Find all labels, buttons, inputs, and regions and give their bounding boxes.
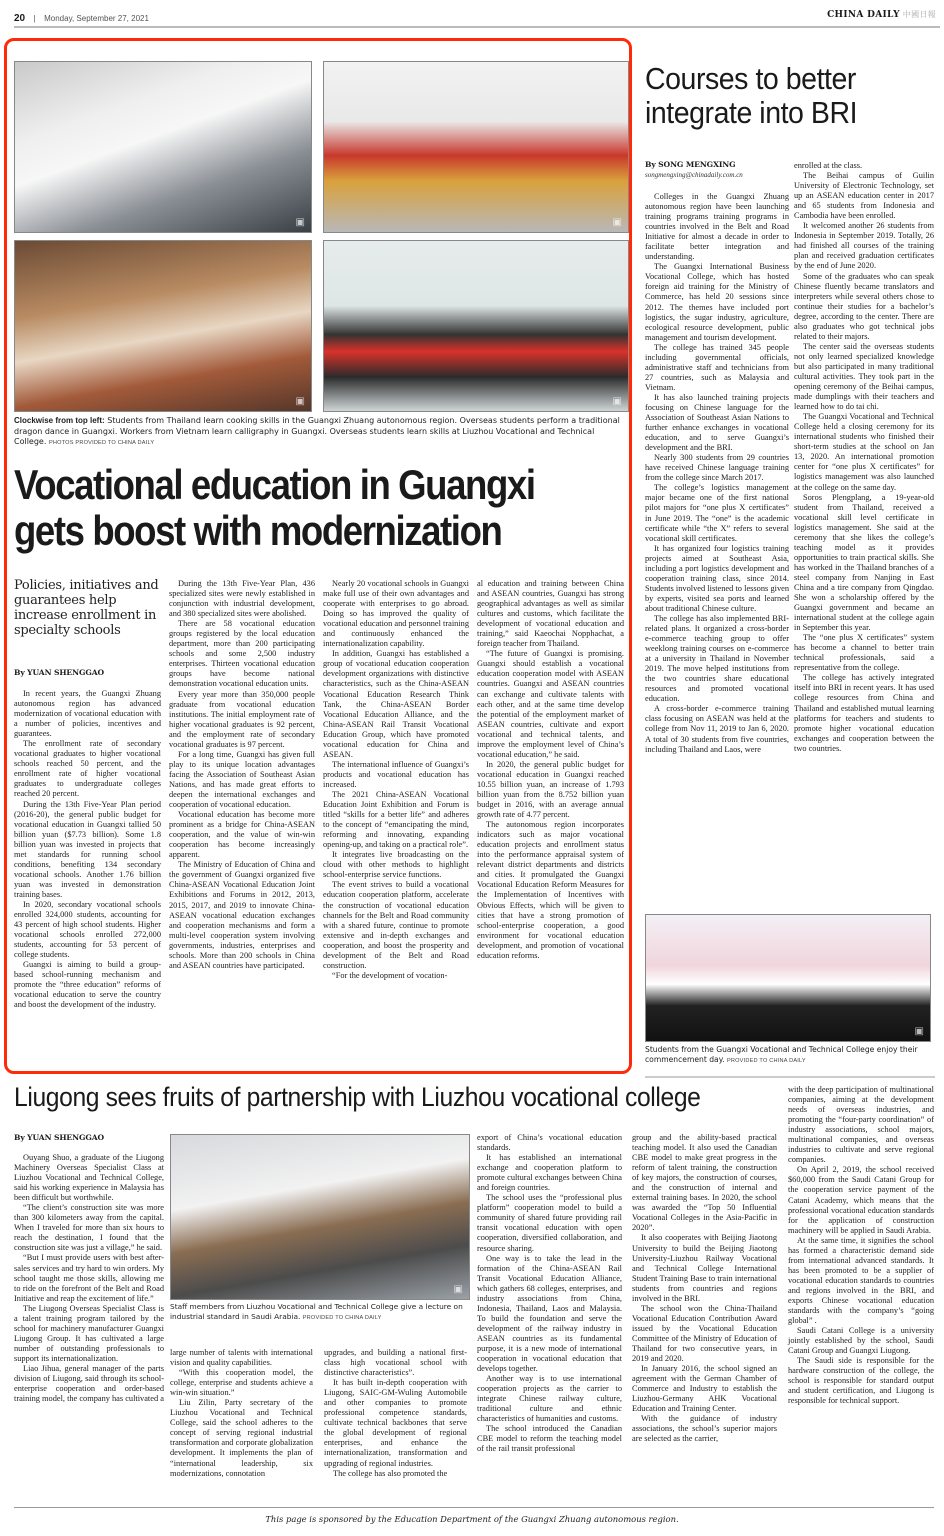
photo-group-calligraphy (323, 240, 629, 412)
main-byline: By YUAN SHENGGAO (14, 668, 105, 677)
article-paragraph: Liao Jihua, general manager of the parts division of Liugong, said through its school-enterprise cooperation and order-based training model, the company has cultivated a (14, 1363, 164, 1404)
article-paragraph: Vocational education has become more prominent as a bridge for China-ASEAN cooperation, and the value of win-win cooperation has become increasingly apparent. (169, 810, 315, 860)
header-rule (14, 26, 940, 28)
liugong-caption-credit: PROVIDED TO CHINA DAILY (302, 1315, 382, 1321)
main-column-1 (14, 689, 161, 1011)
article-paragraph: It has also launched training projects focusing on Chinese language for the Association of Southeast Asian Nations to further enhance exchanges in vocational education, and to serve Guangxi’s development and the BRI. (645, 392, 789, 453)
liugong-photo-caption (170, 1302, 474, 1323)
article-paragraph: In recent years, the Guangxi Zhuang autonomous region has advanced modernization of vocational education with a number of policies, incentives and guarantees. (14, 689, 161, 739)
article-paragraph: It integrates live broadcasting on the cloud with other methods to highlight school-enterprise service functions. (323, 850, 469, 880)
article-paragraph: Nearly 20 vocational schools in Guangxi make full use of their own advantages and cooperate with enterprises to go abroad. Doing so has improved the quality of vocational education and personnel training and continuously enhanced the internationalization capability. (323, 579, 469, 649)
bri-author-email[interactable]: songmengxing@chinadaily.com.cn (645, 171, 743, 180)
photo-icon: ▣ (295, 217, 305, 228)
article-paragraph: In 2020, the general public budget for vocational education in Guangxi reached 10.55 billion yuan, an increase of 1.793 billion yuan from the 8.752 billion yuan budget in 2016, with an average annual growth rate of 4.77 percent. (477, 759, 624, 820)
main-byline-wrap (14, 668, 162, 678)
article-paragraph: The school introduced the Canadian CBE model to reform the teaching model of the rail transit professional (477, 1424, 622, 1454)
article-paragraph: A cross-border e-commerce training class focusing on ASEAN was held at the college from Nov 11, 2019 to Jan 6, 2020. A total of 30 students from five countries, including Thailand and Laos, were (645, 704, 789, 754)
masthead-brand (827, 9, 936, 20)
article-paragraph: On April 2, 2019, the school received $60,000 from the Saudi Catani Group for the cooperation service payment of the Catani Academy, which means that the professional vocational education standards for the application of construction machinery will be applied in Saudi Arabia. (788, 1165, 934, 1235)
article-paragraph: Liu Zilin, Party secretary of the Liuzhou Vocational and Technical College, said the school adheres to the concept of serving regional industrial transformation and corporate globalization development. It implements the plan of “international leadership, six modernizations, connotation (170, 1398, 313, 1478)
sponsor-footer: This page is sponsored by the Education Department of the Guangxi Zhuang autonomous region. (265, 1514, 679, 1524)
article-paragraph: Another way is to use international cooperation projects as the carrier to integrate Chinese railway culture, traditional culture and ethnic characteristics of humanities and customs. (477, 1374, 622, 1424)
photo-icon: ▣ (453, 1284, 463, 1295)
article-paragraph: The center said the overseas students not only learned specialized knowledge but also participated in many traditional cultural activities. They took part in the opening ceremony of the Beihai campus, made dumplings with their teachers and learned how to do tai chi. (794, 341, 934, 412)
article-paragraph: For a long time, Guangxi has given full play to its unique location advantages facing the Association of Southeast Asian Nations, and has made great efforts to deepen the international exchanges and cooperation of vocational education. (169, 749, 315, 810)
article-paragraph: The college’s logistics management major became one of the first national pilot majors for “one plus X certificates” in June 2019. The “one” is the academic certificate while “the X” refers to several vocational skill certificates. (645, 483, 789, 543)
main-deck: Policies, initiatives and guarantees help increase enrollment in specialty schools (14, 578, 159, 638)
main-column-4 (477, 579, 624, 961)
article-paragraph: At the same time, it signifies the school has formed a characteristic demand side from international advanced standards. It has been promoted to be a supplier of vocational education standards to countries and regions involved in the BRI, and exports Chinese vocational education standards with the company’s “going global” . (788, 1235, 934, 1326)
article-paragraph: With the guidance of industry associations, the school’s superior majors are selected as the carrier, (632, 1414, 777, 1444)
article-paragraph: The college has actively integrated itself into BRI in recent years. It has used college resources from China and Thailand and established mutual learning platforms for teachers and students to promote higher vocational education exchanges and cooperation between the two countries. (794, 673, 934, 753)
liugong-column-1 (14, 1153, 164, 1404)
article-paragraph: It also cooperates with Beijing Jiaotong University to build the Beijing Jiaotong University-Liuzhou Railway Vocational and Technical College International Student Training Base to train international students from countries and regions involved in the BRI. (632, 1233, 777, 1303)
article-paragraph: The college has trained 345 people including governmental officials, administrative staff and technicians from 27 countries, such as Malaysia and Vietnam. (645, 342, 789, 392)
article-paragraph: The Ministry of Education of China and the government of Guangxi organized five China-ASEAN Vocational Education Joint Exhibitions and Forums in 2012, 2013, 2015, 2017, and 2019 to innovate China-ASEAN vocational education exchanges and cooperation mechanisms and form a multi-level cooperation system involving governments, industries, enterprises and schools. More than 200 schools in China and ASEAN countries have participated. (169, 860, 315, 970)
article-paragraph: The Guangxi Vocational and Technical College held a closing ceremony for its international students who finished their short-term studies at the school on Jan 13, 2020. An international promotion center for “one plus X certificates” for logistics management was also launched at the college on the same day. (794, 412, 934, 492)
bri-photo-caption (645, 1045, 937, 1066)
article-paragraph: The international influence of Guangxi’s products and vocational education has increased. (323, 759, 469, 789)
article-paragraph: “The client’s construction site was more than 300 kilometers away from the capital. When I traveled for more than six hours to reach the destination, I found that the construction site was just a village,” he said. (14, 1203, 164, 1253)
main-headline (14, 462, 550, 554)
article-paragraph: Nearly 300 students from 29 countries have received Chinese language training from the college since March 2017. (645, 453, 789, 483)
photo-dragon-dance (323, 61, 629, 233)
caption-credit: PHOTOS PROVIDED TO CHINA DAILY (48, 440, 155, 447)
article-paragraph: The autonomous region incorporates indicators such as major vocational education projects and enrollment status into the performance appraisal system of relevant district departments and districts and cities. It promulgated the Guangxi Vocational Education Reform Measures for the Implementation of Incentives with Obvious Effects, which will be given to cities that have a strong promotion of school-enterprise cooperation, a good environment for vocational education development, and promotion of vocational education reforms. (477, 820, 624, 960)
article-paragraph: “But I must provide users with best after-sales services and try hard to win orders. My school taught me those skills, allowing me to ride on the forefront of the Belt and Road Initiative and reap the excitement of life.” (14, 1253, 164, 1303)
article-paragraph: It has organized four logistics training projects aimed at Southeast Asia, including a port logistics development and cooperation training class, since 2014. Students involved listened to lessons given by experts, visited sea ports and learned about traditional Chinese culture. (645, 543, 789, 613)
photo-calligraphy-workers (14, 240, 312, 412)
article-paragraph: large number of talents with international vision and quality capabilities. (170, 1348, 313, 1368)
liugong-column-5 (632, 1133, 777, 1444)
footer-rule (14, 1507, 934, 1508)
page-number: 20 (14, 13, 26, 24)
article-paragraph: There are 58 vocational education groups registered by the local education department, more than 200 participating schools and some 2,500 industry enterprises. Thirteen vocational education groups have become national demonstration vocational education units. (169, 619, 315, 689)
bri-divider (645, 1076, 935, 1078)
liugong-column-3 (324, 1348, 467, 1479)
liugong-column-4 (477, 1133, 622, 1455)
article-paragraph: The college has also implemented BRI-related plans. It organized a cross-border e-commerce teaching group to offer weeklong training courses on e-commerce at a university in Thailand in November 2019. The move helped institutions from the two countries share educational resources and promoted vocational education. (645, 613, 789, 704)
bri-byline-wrap (645, 160, 790, 180)
article-paragraph: The Liugong Overseas Specialist Class is a talent training program tailored by the school for machinery manufacturer Guangxi Liugong Group. It has cultivated a large number of outstanding professionals to support its internationalization. (14, 1303, 164, 1363)
main-headline-line1: Vocational education in Guangxi (14, 461, 535, 508)
article-paragraph: The 2021 China-ASEAN Vocational Education Joint Exhibition and Forum is titled “skills for a better life” and adheres to the concept of “emancipating the mind, reforming and innovating, expanding opening-up, and taking on a practical role”. (323, 789, 469, 850)
main-column-3 (323, 579, 469, 981)
article-paragraph: The school won the China-Thailand Vocational Education Contribution Award issued by the Vocational Education Committee of the Ministry of Education of Thailand for two consecutive years, in 2019 and 2020. (632, 1303, 777, 1364)
photo-icon: ▣ (612, 396, 622, 407)
issue-date: Monday, September 27, 2021 (44, 14, 149, 23)
article-paragraph: It welcomed another 26 students from Indonesia in September 2019. Totally, 26 had finished all courses of the training plan and received graduation certificates by the end of June 2020. (794, 221, 934, 271)
liugong-column-6 (788, 1085, 934, 1407)
article-paragraph: “The future of Guangxi is promising. Guangxi should establish a vocational education cooperation model with ASEAN countries. Guangxi and ASEAN countries can exchange and cultivate talents with each other, and at the same time develop the potential of the employment market of ASEAN countries, cultivate and export vocational and technical talents, and improve the employment level of China’s vocational education,” he said. (477, 649, 624, 759)
main-headline-line2: gets boost with modernization (14, 507, 502, 554)
photo-lecture-saudi (170, 1134, 470, 1300)
brand-name-chinese: 中國日報 (902, 10, 936, 19)
article-paragraph: The event strives to build a vocational education cooperation platform, accelerate the construction of vocational education channels for the Belt and Road community with a shared future, continue to promote extensive and in-depth exchanges and cooperation, and boost the prosperity and development of the Belt and Road construction. (323, 880, 469, 970)
article-paragraph: upgrades, and building a national first-class high vocational school with distinctive characteristics”. (324, 1348, 467, 1378)
article-paragraph: During the 13th Five-Year Plan period (2016-20), the general public budget for vocational education in Guangxi tallied 50 billion yuan ($7.73 billion). Some 1.8 billion yuan was invested in projects that met standards for running school conditions, benefiting 134 secondary vocational schools. Another 1.76 billion yuan was invested in demonstration training bases. (14, 799, 161, 899)
article-paragraph: Some of the graduates who can speak Chinese fluently became translators and interpreters while several others chose to continue their studies for a bachelor’s degree, according to the center. There are also graduates who got technical jobs related to their majors. (794, 271, 934, 341)
photo-commencement (645, 914, 931, 1042)
article-paragraph: The Saudi side is responsible for the hardware construction of the college, the school is responsible for standard output and student certification, and Liugong is responsible for technical support. (788, 1356, 934, 1406)
article-paragraph: Guangxi is aiming to build a group-based school-running mechanism and promote the “three education” reforms of vocational education to serve the country and boost the development of the industry. (14, 960, 161, 1010)
liugong-headline: Liugong sees fruits of partnership with Liuzhou vocational college (14, 1082, 701, 1112)
article-paragraph: Saudi Catani College is a university jointly established by the school, Saudi Catani Group and Guangxi Liugong. (788, 1326, 934, 1356)
article-paragraph: It has built in-depth cooperation with Liugong, SAIC-GM-Wuling Automobile and other companies to promote professional competence standards, cultivate technical backbones that serve the global development of regional enterprises, and enhance the internationalization, transformation and upgrading of regional industries. (324, 1378, 467, 1468)
bri-byline: By SONG MENGXING (645, 160, 736, 169)
caption-lead: Clockwise from top left: (14, 416, 105, 425)
bri-column-2 (794, 161, 934, 754)
liugong-caption-text: Staff members from Liuzhou Vocational and Technical College give a lecture on industrial standard in Saudi Arabia. (170, 1302, 463, 1321)
article-paragraph: Ouyang Shuo, a graduate of the Liugong Machinery Overseas Specialist Class at Liuzhou Vocational and Technical College, said his working experience in Malaysia has been difficult but worthwhile. (14, 1153, 164, 1203)
article-paragraph: The enrollment rate of secondary vocational graduates to higher vocational schools reached 50 percent, and the enrollment rate of higher vocational graduates to undergraduate colleges reached 20 percent. (14, 739, 161, 799)
article-paragraph: The Beihai campus of Guilin University of Electronic Technology, set up an ASEAN education center in 2017 and 65 students from Indonesia and Cambodia have been enrolled. (794, 171, 934, 221)
main-photo-caption (14, 416, 628, 449)
article-paragraph: The Guangxi International Business Vocational College, which has hosted foreign aid training for the Ministry of Commerce, has held 20 sessions since 2012. The themes have included port logistics, the sugar industry, agriculture, ecological resource development, public management and tourism development. (645, 262, 789, 342)
article-paragraph: In January 2016, the school signed an agreement with the German Chamber of Commerce and Industry to establish the Liuzhou-Germany AHK Vocational Education and Training Center. (632, 1364, 777, 1414)
photo-icon: ▣ (295, 396, 305, 407)
liugong-byline: By YUAN SHENGGAO (14, 1133, 105, 1142)
article-paragraph: with the deep participation of multinational companies, aiming at the development needs of overseas industries, and promoting the “four-party coordination” of industry associations, school majors, multinational companies, and overseas industries to cultivate and serve regional companies. (788, 1085, 934, 1165)
article-paragraph: export of China’s vocational education standards. (477, 1133, 622, 1153)
photo-icon: ▣ (914, 1026, 924, 1037)
photo-icon: ▣ (612, 217, 622, 228)
article-paragraph: The “one plus X certificates” system has become a channel to better train technical professionals, said a representative from the college. (794, 633, 934, 673)
article-paragraph: group and the ability-based practical teaching model. It also used the Canadian CBE model to make great progress in the reform of talent training, the construction of key majors, the construction of courses, and the construction of internal and external training bases. In 2020, the school was awarded the “Top 50 Influential Vocational Colleges in the Asia-Pacific in 2020”. (632, 1133, 777, 1233)
article-paragraph: The school uses the “professional plus platform” cooperation model to build a community of shared future providing rail transit vocational education with open cooperation, diversified collaboration, and resource sharing. (477, 1193, 622, 1253)
article-paragraph: The college has also promoted the (333, 1468, 448, 1478)
article-paragraph: It has established an international exchange and cooperation platform to promote cultural exchanges between China and foreign countries. (477, 1153, 622, 1193)
article-paragraph: Colleges in the Guangxi Zhuang autonomous region have been launching training programs training programs in countries involved in the Belt and Road Initiative for almost a decade in order to facilitate better integration and understanding. (645, 192, 789, 262)
article-paragraph: During the 13th Five-Year Plan, 436 specialized sites were newly established in conjunction with industrial development, and 380 specialized sites were abolished. (169, 579, 315, 619)
article-paragraph: Every year more than 350,000 people graduate from vocational education institutions. The initial employment rate of higher vocational graduates is 92 percent, and the employment rate of secondary vocational graduates is 97 percent. (169, 689, 315, 749)
caption-text: Students from Thailand learn cooking skills in the Guangxi Zhuang autonomous region. Overseas students perform a traditional dragon dance in Guangxi. Workers from Vietnam learn calligraphy in Guangxi. Overseas students learn skills at Liuzhou Vocational and Technical College. (14, 416, 620, 447)
article-paragraph: “With this cooperation model, the college, enterprise and students achieve a win-win situation.” (170, 1368, 313, 1398)
bri-caption-text: Students from the Guangxi Vocational and Technical College enjoy their commencement day. (645, 1045, 918, 1064)
article-paragraph: enrolled at the class. (794, 161, 863, 170)
header-separator: | (33, 14, 36, 23)
article-paragraph: One way is to take the lead in the formation of the China-ASEAN Rail Transit Vocational Education Alliance, which gathers 68 colleges, enterprises, and industry associations from China, Indonesia, Thailand, Laos and Malaysia. To build the foundation and serve the development of the railway industry in ASEAN countries as its fundamental purpose, it is a new mode of international cooperation in vocational education that develops together. (477, 1253, 622, 1374)
article-paragraph: al education and training between China and ASEAN countries, Guangxi has strong geographical advantages as well as similar cultures and customs, which facilitate the development of vocational education and training,” said Kaeochai Nopphachat, a foreign teacher from Thailand. (477, 579, 624, 649)
page-header (14, 8, 940, 24)
bri-column-1 (645, 192, 789, 755)
article-paragraph: Soros Plengplang, a 19-year-old student from Thailand, received a vocational skill level certificate in logistics management. She said at the ceremony that she likes the college’s teaching model as it provides opportunities to train practical skills. She has worked in the Thailand branches of a steel company from Nanjing in East China and a tire company from Qingdao. She won a scholarship offered by the Guangxi government and became an international student at the college again in September this year. (794, 492, 934, 633)
article-paragraph: “For the development of vocation- (332, 970, 448, 980)
article-paragraph: In addition, Guangxi has established a group of vocational education cooperation development organizations with distinctive characteristics, such as the China-ASEAN Vocational Education Research Think Tank, the China-ASEAN Border Vocational Education Alliance, and the China-ASEAN Rail Transit Vocational Education Group, which have promoted vocational education for China and ASEAN. (323, 649, 469, 759)
liugong-column-2 (170, 1348, 313, 1479)
liugong-byline-wrap (14, 1133, 164, 1143)
main-column-2 (169, 579, 315, 971)
brand-name: CHINA DAILY (827, 10, 900, 20)
bri-headline: Courses to better integrate into BRI (645, 61, 858, 130)
bri-caption-credit: PROVIDED TO CHINA DAILY (726, 1058, 806, 1064)
photo-cooking-students (14, 61, 312, 233)
article-paragraph: In 2020, secondary vocational schools enrolled 324,000 students, accounting for 43 percent of high school students. Higher vocational schools enrolled 272,000 students, accounting for 53 percent of college students. (14, 899, 161, 960)
